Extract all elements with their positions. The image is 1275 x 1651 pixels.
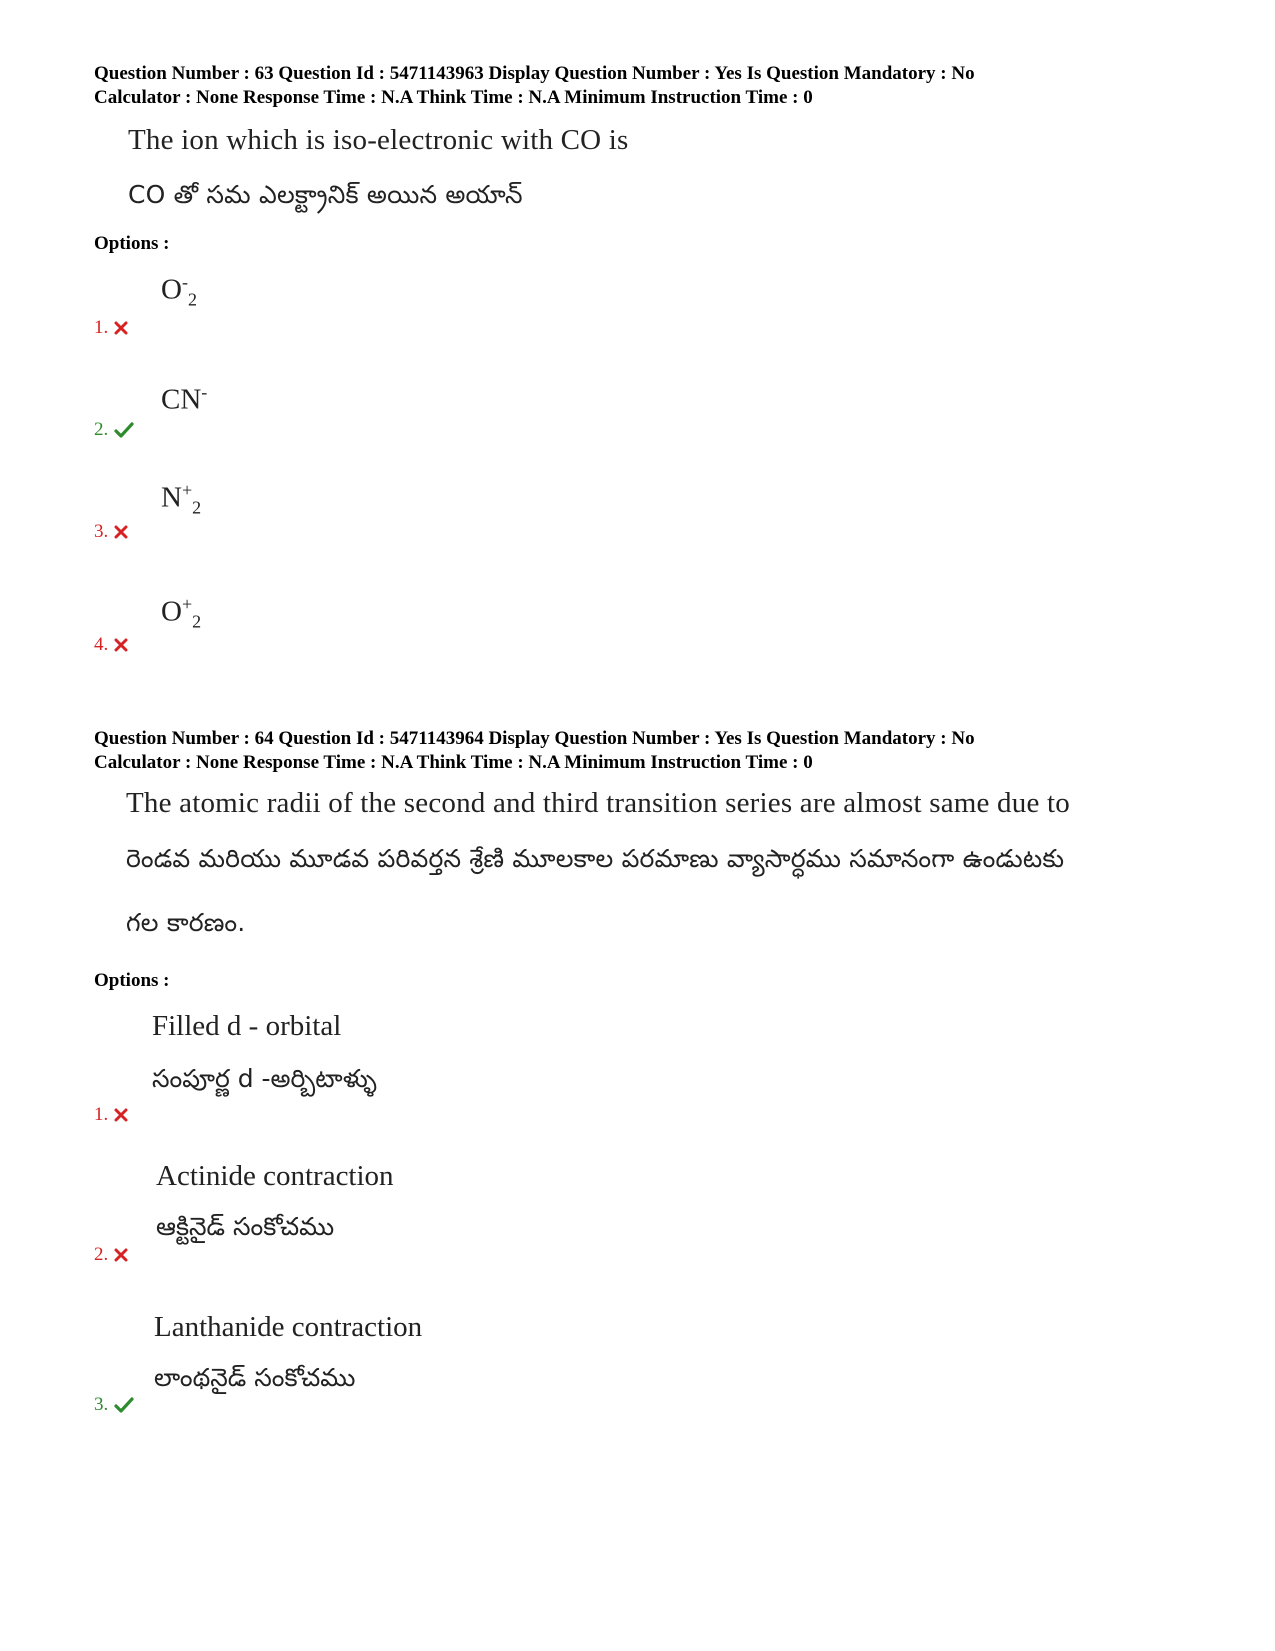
question-63-meta-line2: Calculator : None Response Time : N.A Think Time : N.A Minimum Instruction Time : 0: [94, 87, 813, 108]
q63-option-3-base: N: [161, 481, 182, 514]
q63-option-4-sub: 2: [192, 611, 202, 632]
q63-option-4-base: O: [161, 595, 182, 628]
q64-option-3-marker: [94, 1394, 134, 1416]
question-63-text-te: CO తో సమ ఎలక్ట్రానిక్ అయిన అయాన్: [128, 180, 523, 209]
q64-option-2-text-te: ఆక్టినైడ్ సంకోచము: [156, 1212, 335, 1241]
question-64-meta-line2: Calculator : None Response Time : N.A Think Time : N.A Minimum Instruction Time : 0: [94, 752, 813, 773]
q63-option-4-number: 4.: [94, 634, 109, 655]
q64-option-3-text-te: లాంథనైడ్ సంకోచము: [154, 1363, 356, 1392]
question-63-text-en: The ion which is iso-electronic with CO is: [128, 124, 629, 156]
q63-option-2-sup: -: [201, 382, 208, 402]
cross-icon: [114, 638, 128, 652]
q63-option-1-number: 1.: [94, 317, 109, 338]
question-63-options-label: Options :: [94, 233, 170, 254]
q63-option-2-formula: [161, 382, 207, 417]
q63-option-2-marker: [94, 419, 134, 441]
question-64-text-te-2: గల కారణం.: [126, 908, 246, 937]
cross-icon: [114, 1248, 128, 1262]
q63-option-1-sup: -: [181, 272, 188, 292]
q64-option-1-number: 1.: [94, 1104, 109, 1125]
q63-option-1-base: O: [161, 273, 182, 306]
check-icon: [114, 422, 134, 438]
q63-option-3-sub: 2: [192, 497, 202, 518]
q63-option-2-base: CN: [161, 383, 202, 416]
q63-option-4-formula: [161, 594, 201, 632]
q64-option-1-text-en: Filled d - orbital: [152, 1010, 342, 1042]
q63-option-3-formula: [161, 480, 201, 518]
q63-option-1-sub: 2: [187, 289, 197, 310]
q63-option-2-number: 2.: [94, 419, 109, 440]
question-64-meta: [94, 727, 975, 775]
question-64-text-te-1: రెండవ మరియు మూడవ పరివర్తన శ్రేణి మూలకాల పరమాణు వ్యాసార్ధము సమానంగా ఉండుటకు: [126, 844, 1065, 873]
cross-icon: [114, 1108, 128, 1122]
q64-option-2-number: 2.: [94, 1244, 109, 1265]
q64-option-2-marker: [94, 1244, 128, 1266]
question-63-meta-line1: Question Number : 63 Question Id : 5471143963 Display Question Number : Yes Is Question Mandatory : No: [94, 63, 975, 84]
cross-icon: [114, 321, 128, 335]
q63-option-1-marker: [94, 317, 128, 339]
q64-option-1-text-te: సంపూర్ణ d -అర్బిటాళ్ళు: [152, 1064, 377, 1093]
q64-option-1-marker: [94, 1104, 128, 1126]
question-63-meta: [94, 62, 975, 110]
q63-option-4-marker: [94, 634, 128, 656]
question-64-meta-line1: Question Number : 64 Question Id : 5471143964 Display Question Number : Yes Is Question Mandatory : No: [94, 728, 975, 749]
q64-option-2-text-en: Actinide contraction: [156, 1160, 394, 1192]
q64-option-3-number: 3.: [94, 1394, 109, 1415]
q63-option-3-number: 3.: [94, 521, 109, 542]
q63-option-3-marker: [94, 521, 128, 543]
check-icon: [114, 1397, 134, 1413]
cross-icon: [114, 525, 128, 539]
q64-option-3-text-en: Lanthanide contraction: [154, 1311, 423, 1343]
q63-option-1-formula: [161, 272, 197, 310]
question-64-text-en: The atomic radii of the second and third transition series are almost same due to: [126, 787, 1070, 819]
q63-option-4-sup: +: [181, 594, 193, 614]
question-64-options-label: Options :: [94, 970, 170, 991]
q63-option-3-sup: +: [181, 480, 193, 500]
